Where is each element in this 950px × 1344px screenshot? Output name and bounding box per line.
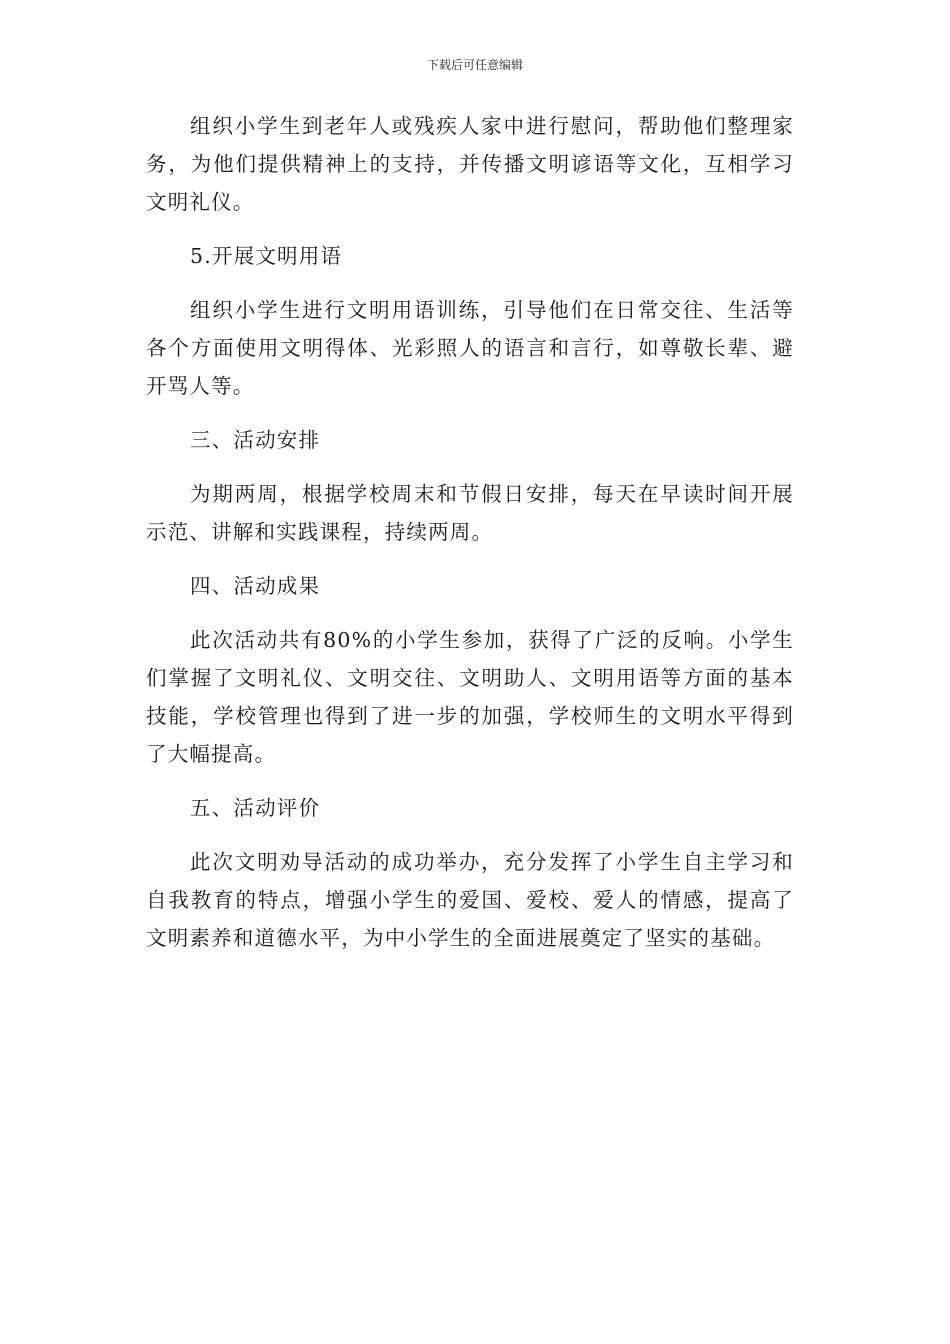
- paragraph-civil-language: 组织小学生进行文明用语训练，引导他们在日常交往、生活等各个方面使用文明得体、光彩照人的语言和言行，如尊敬长辈、避开骂人等。: [146, 298, 794, 398]
- heading-activity-schedule: 三、活动安排: [190, 428, 321, 452]
- paragraph-activity-results: 此次活动共有80%的小学生参加，获得了广泛的反响。小学生们掌握了文明礼仪、文明交往、文明助人、文明用语等方面的基本技能，学校管理也得到了进一步的加强，学校师生的文明水平得到了大幅提高。: [146, 628, 794, 766]
- paragraph-activity-schedule: 为期两周，根据学校周末和节假日安排，每天在早读时间开展示范、讲解和实践课程，持续两周。: [146, 482, 794, 544]
- heading-activity-results: 四、活动成果: [190, 574, 321, 598]
- paragraph-activity-evaluation: 此次文明劝导活动的成功举办，充分发挥了小学生自主学习和自我教育的特点，增强小学生的爱国、爱校、爱人的情感，提高了文明素养和道德水平，为中小学生的全面进展奠定了坚实的基础。: [146, 850, 794, 950]
- page-header-note: 下载后可任意编辑: [426, 58, 523, 72]
- heading-activity-evaluation: 五、活动评价: [190, 796, 321, 820]
- paragraph-visit-elderly: 组织小学生到老年人或残疾人家中进行慰问，帮助他们整理家务，为他们提供精神上的支持，并传播文明谚语等文化，互相学习文明礼仪。: [146, 114, 794, 214]
- heading-civil-language: 5.开展文明用语: [190, 244, 343, 268]
- document-body: [146, 107, 794, 973]
